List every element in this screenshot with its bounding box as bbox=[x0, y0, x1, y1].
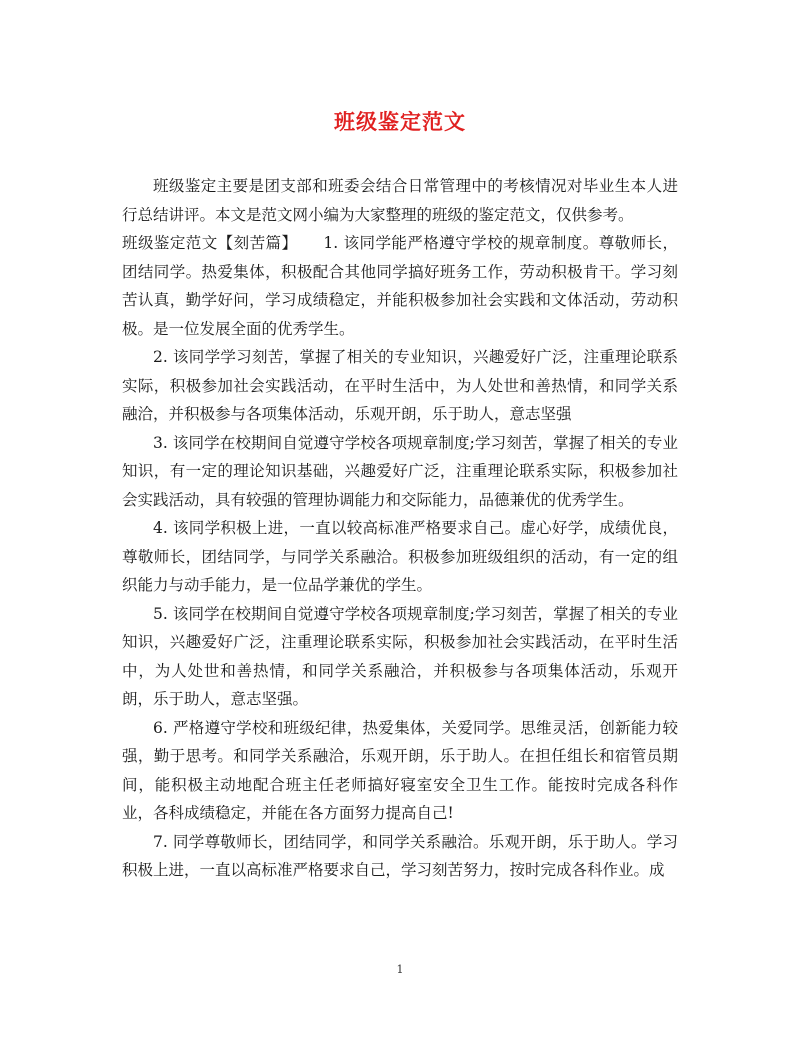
list-item-6: 6. 严格遵守学校和班级纪律，热爱集体，关爱同学。思维灵活，创新能力较强，勤于思考。和同学关系融洽，乐观开朗，乐于助人。在担任组长和宿管员期间，能积极主动地配合班主任老师搞好寝室安全卫生工作。能按时完成各科作业，各科成绩稳定，并能在各方面努力提高自己! bbox=[122, 718, 678, 822]
intro-paragraph: 班级鉴定主要是团支部和班委会结合日常管理中的考核情况对毕业生本人进行总结讲评。本文是范文网小编为大家整理的班级的鉴定范文，仅供参考。 bbox=[122, 177, 678, 224]
list-item-7: 7. 同学尊敬师长，团结同学，和同学关系融洽。乐观开朗，乐于助人。学习积极上进，一直以高标准严格要求自己，学习刻苦努力，按时完成各科作业。成 bbox=[122, 832, 678, 879]
list-item-2: 2. 该同学学习刻苦，掌握了相关的专业知识，兴趣爱好广泛，注重理论联系实际，积极参加社会实践活动，在平时生活中，为人处世和善热情，和同学关系融洽，并积极参与各项集体活动，乐观开朗，乐于助人，意志坚强 bbox=[122, 348, 678, 423]
page-number: 1 bbox=[396, 963, 404, 976]
section-paragraph-1 bbox=[122, 229, 678, 343]
list-item-1: 1. 该同学能严格遵守学校的规章制度。尊敬师长，团结同学。热爱集体，积极配合其他同学搞好班务工作，劳动积极肯干。学习刻苦认真，勤学好问，学习成绩稳定，并能积极参加社会实践和文体活动，劳动积极。是一位发展全面的优秀学生。 bbox=[122, 234, 678, 338]
list-item-5: 5. 该同学在校期间自觉遵守学校各项规章制度;学习刻苦，掌握了相关的专业知识，兴趣爱好广泛，注重理论联系实际，积极参加社会实践活动，在平时生活中，为人处世和善热情，和同学关系融洽，并积极参与各项集体活动，乐观开朗，乐于助人，意志坚强。 bbox=[122, 604, 678, 708]
document-title: 班级鉴定范文 bbox=[334, 109, 466, 134]
section-heading: 班级鉴定范文【刻苦篇】 bbox=[122, 234, 298, 252]
list-item-3: 3. 该同学在校期间自觉遵守学校各项规章制度;学习刻苦，掌握了相关的专业知识，有一定的理论知识基础，兴趣爱好广泛，注重理论联系实际，积极参加社会实践活动，具有较强的管理协调能力和交际能力，品德兼优的优秀学生。 bbox=[122, 433, 678, 509]
document-body bbox=[122, 172, 678, 885]
list-item-4: 4. 该同学积极上进，一直以较高标准严格要求自己。虚心好学，成绩优良，尊敬师长，团结同学，与同学关系融洽。积极参加班级组织的活动，有一定的组织能力与动手能力，是一位品学兼优的学生。 bbox=[122, 519, 678, 594]
